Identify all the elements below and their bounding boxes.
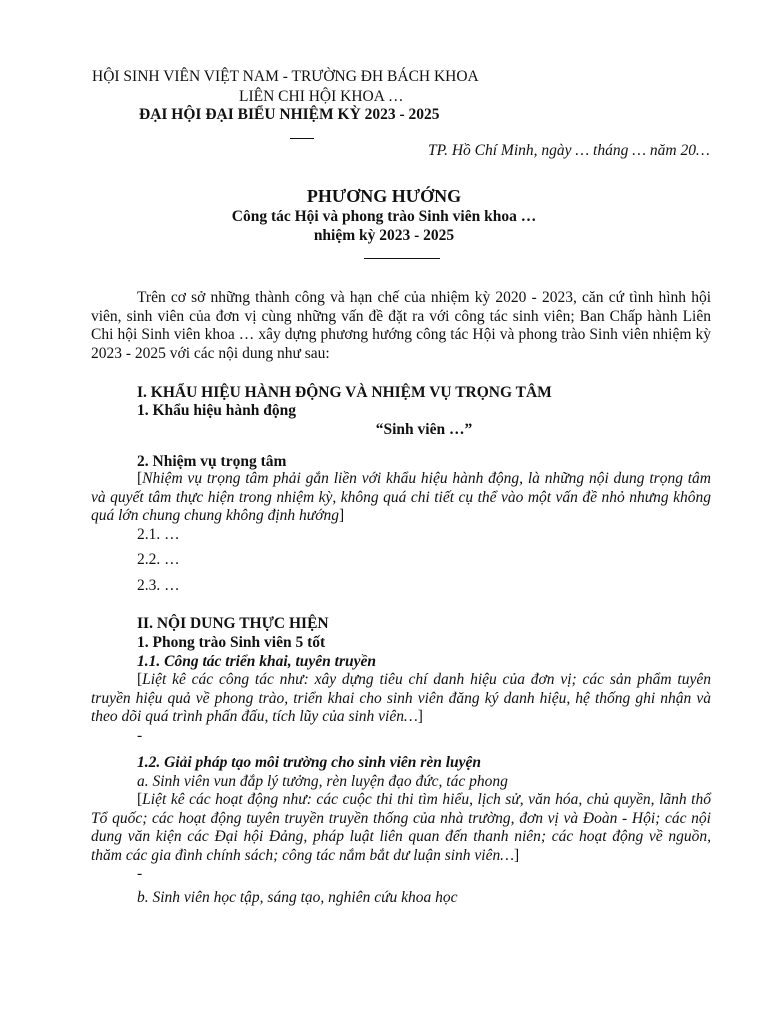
header-divider [290,138,314,139]
section-1-sub-1: 1. Khẩu hiệu hành động [137,402,296,419]
section-2-sub-1-1: 1.1. Công tác triển khai, tuyên truyền [137,653,376,670]
note-text: Liệt kê các hoạt động như: các cuộc thi thi tìm hiểu, lịch sử, văn hóa, chủ quyền, lãnh thổ Tổ quốc; các hoạt động tuyên truyền truyền thống của nhà trường, đơn vị và Đoàn - Hội; các nội dung văn kiện các Đại hội Đảng, pháp luật liên quan đến thanh niên; các hoạt động về nguồn, thăm các gia đình chính sách; công tác nắm bắt dư luận sinh viên… [91,791,711,864]
section-1-heading: I. KHẨU HIỆU HÀNH ĐỘNG VÀ NHIỆM VỤ TRỌNG TÂM [137,384,552,401]
unit-line: LIÊN CHI HỘI KHOA … [239,88,404,105]
section-2-heading: II. NỘI DUNG THỰC HIỆN [137,615,329,632]
section-1-sub-2: 2. Nhiệm vụ trọng tâm [137,453,287,470]
item-a-note: [Liệt kê các hoạt động như: các cuộc thi thi tìm hiểu, lịch sử, văn hóa, chủ quyền, lãnh thổ Tổ quốc; các hoạt động tuyên truyền truyền thống của nhà trường, đơn vị và Đoàn - Hội; các nội dung văn kiện các Đại hội Đảng, pháp luật liên quan đến thanh niên; các hoạt động về nguồn, thăm các gia đình chính sách; công tác nắm bắt dư luận sinh viên…] [91,791,711,864]
item-b: b. Sinh viên học tập, sáng tạo, nghiên cứu khoa học [137,889,458,906]
note-text: Liệt kê các công tác như: xây dựng tiêu chí danh hiệu của đơn vị; các sản phẩm tuyên truyền hiệu quả về phong trào, triển khai cho sinh viên đăng ký danh hiệu, hệ thống ghi nhận và theo dõi quá trình phấn đấu, tích lũy của sinh viên… [91,671,711,725]
title-divider [364,258,440,259]
section-2-sub-1: 1. Phong trào Sinh viên 5 tốt [137,634,326,651]
section-2-sub-1-2: 1.2. Giải pháp tạo môi trường cho sinh viên rèn luyện [137,754,482,771]
list-item: 2.2. … [137,551,180,568]
item-a: a. Sinh viên vun đắp lý tưởng, rèn luyện đạo đức, tác phong [137,773,508,790]
date-line: TP. Hồ Chí Minh, ngày … tháng … năm 20… [428,142,710,159]
list-item: 2.3. … [137,577,180,594]
list-item: 2.1. … [137,526,180,543]
doc-subtitle-2: nhiệm kỳ 2023 - 2025 [313,227,455,244]
slogan: “Sinh viên …” [375,421,473,438]
section-2-sub-1-1-note: [Liệt kê các công tác như: xây dựng tiêu chí danh hiệu của đơn vị; các sản phẩm tuyên truyền hiệu quả về phong trào, triển khai cho sinh viên đăng ký danh hiệu, hệ thống ghi nhận và theo dõi quá trình phấn đấu, tích lũy của sinh viên…] [91,671,711,725]
intro-paragraph: Trên cơ sở những thành công và hạn chế của nhiệm kỳ 2020 - 2023, căn cứ tình hình hội viên, sinh viên của đơn vị cùng những vấn đề đặt ra với công tác sinh viên; Ban Chấp hành Liên Chi hội Sinh viên khoa … xây dựng phương hướng công tác Hội và phong trào Sinh viên nhiệm kỳ 2023 - 2025 với các nội dung như sau: [91,289,711,362]
doc-subtitle-1: Công tác Hội và phong trào Sinh viên khoa … [231,208,537,225]
org-line: HỘI SINH VIÊN VIỆT NAM - TRƯỜNG ĐH BÁCH KHOA [92,68,479,85]
dash-placeholder: - [137,865,143,882]
note-text: Nhiệm vụ trọng tâm phải gắn liền với khẩu hiệu hành động, là những nội dung trọng tâm và quyết tâm thực hiện trong nhiệm kỳ, không quá chi tiết cụ thể vào một vấn đề nhỏ nhưng không quá lớn chung chung không định hướng [91,470,711,524]
doc-title: PHƯƠNG HƯỚNG [306,186,462,206]
section-1-sub-2-note: [Nhiệm vụ trọng tâm phải gắn liền với khẩu hiệu hành động, là những nội dung trọng tâm và quyết tâm thực hiện trong nhiệm kỳ, không quá chi tiết cụ thể vào một vấn đề nhỏ nhưng không quá lớn chung chung không định hướng] [91,470,711,524]
congress-line: ĐẠI HỘI ĐẠI BIỂU NHIỆM KỲ 2023 - 2025 [139,106,440,123]
dash-placeholder: - [137,727,143,744]
